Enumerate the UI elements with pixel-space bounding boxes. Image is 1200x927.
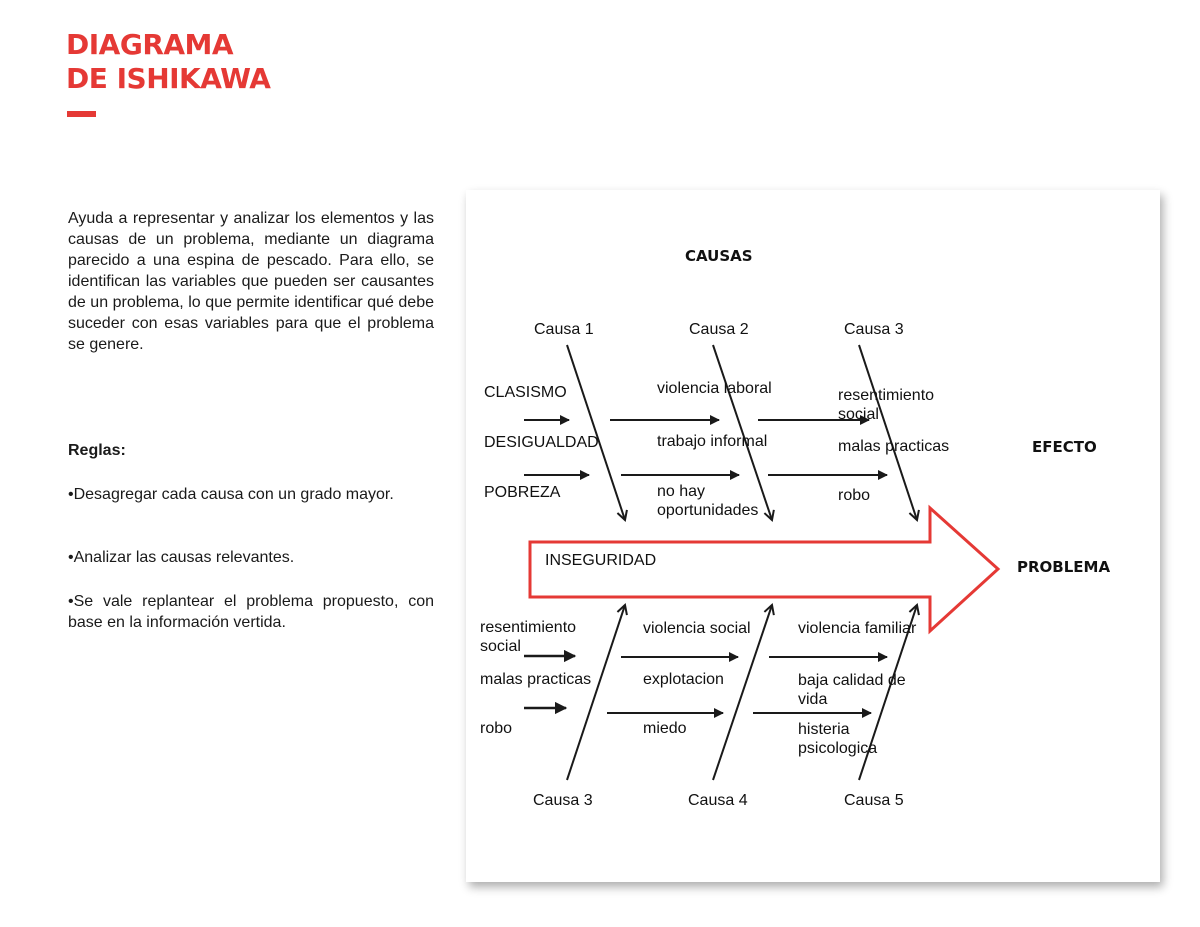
factor-bottom-2-2: explotacion [643,671,724,688]
causes-header: CAUSAS [685,247,753,265]
cause-top-1: Causa 1 [534,321,594,338]
problem-label: PROBLEMA [1017,558,1111,576]
cause-top-3: Causa 3 [844,321,904,338]
cause-bottom-3: Causa 5 [844,792,904,809]
factor-bottom-3-1: violencia familiar [798,620,917,637]
factor-bottom-2-1: violencia social [643,620,751,637]
title-line-2: DE ISHIKAWA [66,62,271,95]
factor-top-2-3: no hay oportunidades [657,483,759,519]
factor-bottom-1-1: resentimiento social [480,619,577,655]
factor-bottom-2-3: miedo [643,720,687,737]
title-line-1: DIAGRAMA [66,28,234,61]
rule-item-2: •Analizar las causas relevantes. [68,549,295,566]
factor-top-2-2: trabajo informal [657,433,768,450]
rule-item-3: •Se vale replantear el problema propuesto, con base en la información vertida. [68,593,434,631]
factor-top-1-1: CLASISMO [484,384,567,401]
factor-bottom-1-3: robo [480,720,513,737]
factor-bottom-1-2: malas practicas [480,671,592,688]
factor-top-3-2: malas practicas [838,438,950,455]
factor-bottom-3-2: baja calidad de vida [798,672,906,708]
cause-bottom-1: Causa 3 [533,792,593,809]
factor-top-2-1: violencia laboral [657,380,772,397]
cause-top-2: Causa 2 [689,321,749,338]
rules-heading: Reglas: [68,442,126,459]
factor-top-3-1: resentimiento social [838,387,935,423]
title-underline [67,111,96,117]
intro-paragraph: Ayuda a representar y analizar los elementos y las causas de un problema, mediante un diagrama parecido a una espina de pescado. Para ello, se identifican las variables que pueden ser causantes de un problema, lo que permite identificar qué debe suceder con esas variables para que el problema se genere. [68,210,434,353]
page-title [66,28,270,96]
factor-top-1-2: DESIGUALDAD [484,434,599,451]
effect-label: EFECTO [1032,438,1097,456]
fishbone-diagram [466,190,1160,882]
factor-top-3-3: robo [838,487,871,504]
problem-name: INSEGURIDAD [545,552,657,569]
cause-bottom-2: Causa 4 [688,792,748,809]
factor-bottom-3-3: histeria psicologica [798,721,878,757]
fishbone-lines [466,190,1160,882]
rule-item-1: •Desagregar cada causa con un grado mayor. [68,486,394,503]
factor-top-1-3: POBREZA [484,484,561,501]
